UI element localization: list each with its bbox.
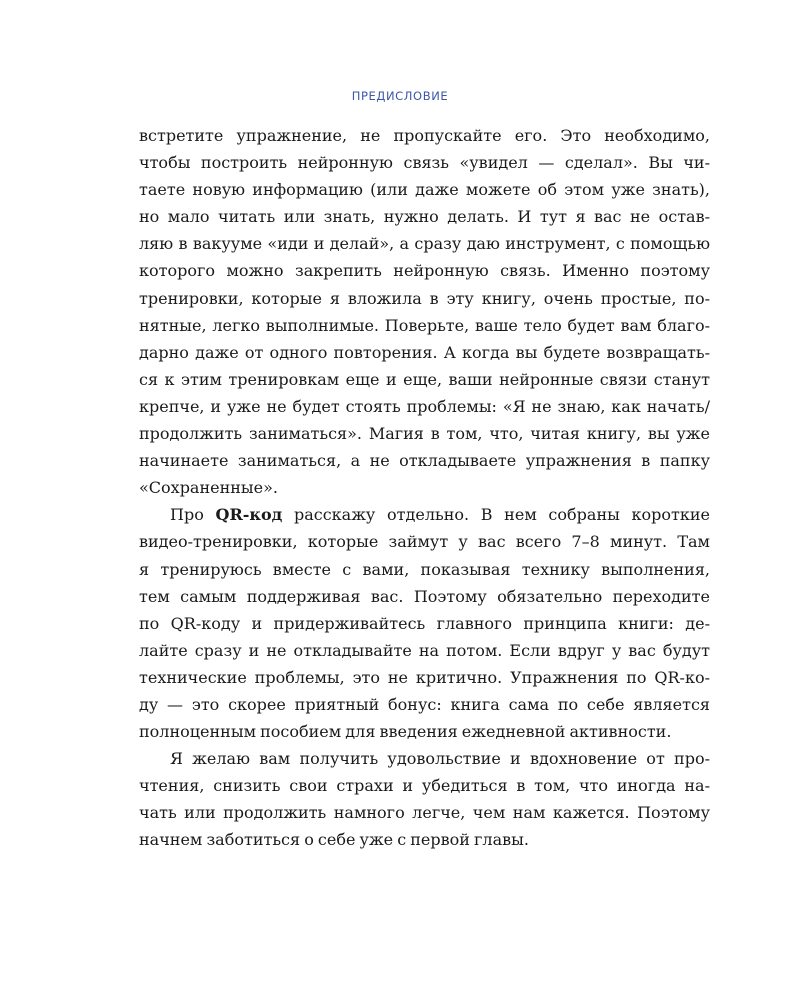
- paragraph-2: [139, 501, 710, 745]
- text-line: полноценным пособием для введения ежедневной активности.: [139, 722, 672, 742]
- text-line: начнем заботиться о себе уже с первой главы.: [139, 830, 529, 850]
- text-run: расскажу отдельно. В нем собраны короткие: [293, 505, 711, 525]
- text-line: лайте сразу и не откладывайте на потом. Если вдруг у вас будут: [139, 640, 710, 660]
- text-line: я тренируюсь вместе с вами, показывая технику выполнения,: [139, 559, 710, 579]
- paragraph-1: [139, 122, 710, 501]
- page-body: [139, 122, 710, 854]
- text-line: которого можно закрепить нейронную связь. Именно поэтому: [139, 261, 710, 281]
- text-line: видео-тренировки, которые займут у вас всего 7–8 минут. Там: [139, 532, 710, 552]
- text-line: чтения, снизить свои страхи и убедиться в том, что иногда на-: [139, 776, 710, 796]
- text-line: продолжить заниматься». Магия в том, что, читая книгу, вы уже: [139, 424, 710, 444]
- text-line: по QR-коду и придерживайтесь главного принципа книги: де-: [139, 613, 710, 633]
- text-line: но мало читать или знать, нужно делать. И тут я вас не остав-: [139, 207, 710, 227]
- text-line: чтобы построить нейронную связь «увидел — сделал». Вы чи-: [139, 153, 710, 173]
- text-line: крепче, и уже не будет стоять проблемы: «Я не знаю, как начать/: [139, 396, 710, 416]
- text-run: Про: [170, 505, 204, 525]
- text-line: таете новую информацию (или даже можете об этом уже знать),: [139, 180, 710, 200]
- text-line: начинаете заниматься, а не откладываете упражнения в папку: [139, 451, 710, 471]
- text-line: дарно даже от одного повторения. А когда вы будете возвращать-: [139, 342, 710, 362]
- text-line: [139, 501, 710, 528]
- text-line: «Сохраненные».: [139, 478, 279, 498]
- qr-code-term: QR-код: [215, 505, 283, 525]
- paragraph-3: [139, 745, 710, 853]
- text-line: нятные, легко выполнимые. Поверьте, ваше тело будет вам благо-: [139, 315, 710, 335]
- text-line: тем самым поддерживая вас. Поэтому обязательно переходите: [139, 586, 710, 606]
- text-line: тренировки, которые я вложила в эту книгу, очень простые, по-: [139, 288, 710, 308]
- text-line: Я желаю вам получить удовольствие и вдохновение от про-: [170, 749, 710, 769]
- text-line: технические проблемы, это не критично. Упражнения по QR-ко-: [139, 667, 710, 687]
- text-line: чать или продолжить намного легче, чем нам кажется. Поэтому: [139, 803, 710, 823]
- text-line: ся к этим тренировкам еще и еще, ваши нейронные связи станут: [139, 369, 710, 389]
- text-line: ляю в вакууме «иди и делай», а сразу даю инструмент, с помощью: [139, 234, 710, 254]
- text-line: встретите упражнение, не пропускайте его. Это необходимо,: [139, 126, 710, 145]
- text-line: ду — это скорее приятный бонус: книга сама по себе является: [139, 694, 710, 714]
- running-head: ПРЕДИСЛОВИЕ: [351, 89, 449, 103]
